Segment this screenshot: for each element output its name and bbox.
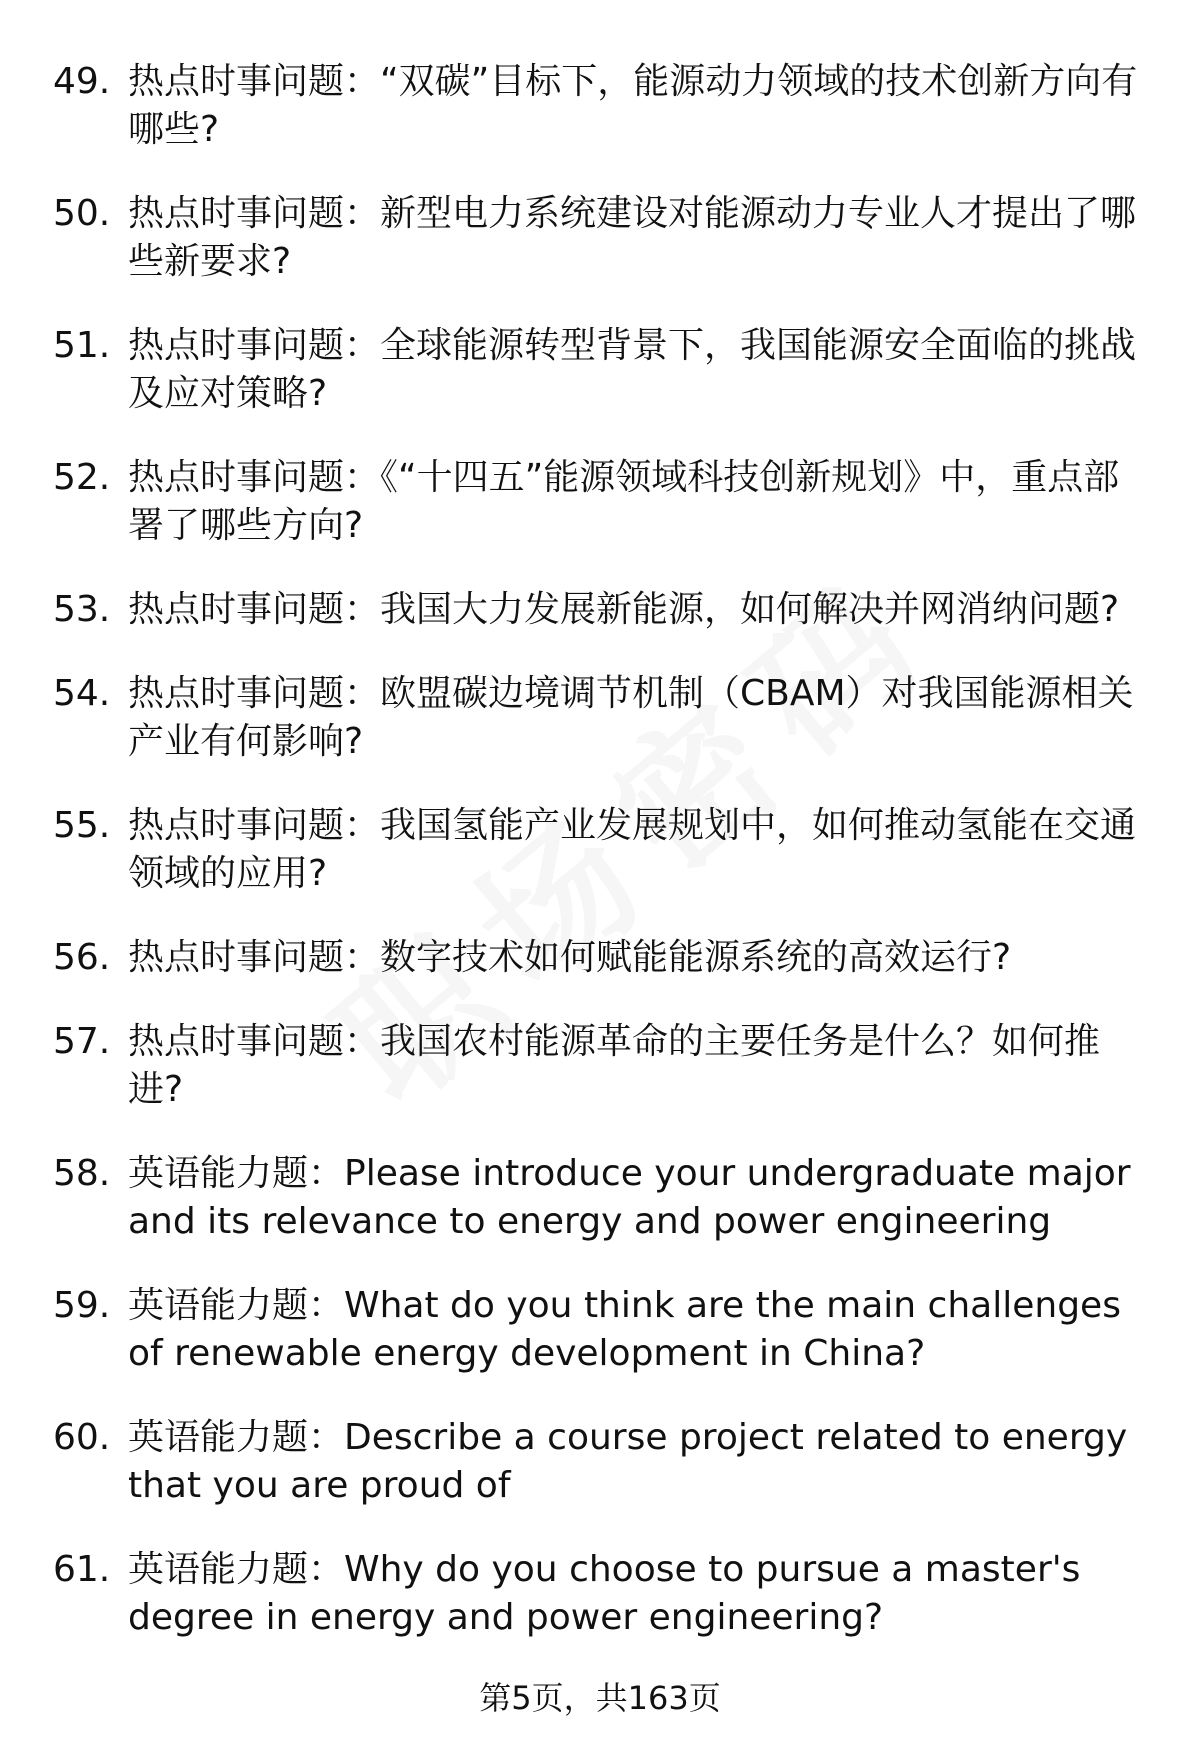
question-number: 60. [53, 1417, 111, 1458]
question-item [0, 58, 1200, 154]
question-number: 61. [53, 1549, 111, 1590]
question-item [0, 1018, 1200, 1114]
question-number: 58. [53, 1153, 111, 1194]
question-text: 英语能力题：What do you think are the main challenges of renewable energy development in China? [128, 1285, 1121, 1374]
question-number: 50. [53, 193, 111, 234]
question-text: 英语能力题：Please introduce your undergraduate major and its relevance to energy and power engineering [128, 1153, 1131, 1242]
question-text: 热点时事问题：我国大力发展新能源，如何解决并网消纳问题? [128, 589, 1120, 630]
question-number: 55. [53, 805, 111, 846]
question-item [0, 1414, 1200, 1510]
question-text: 热点时事问题：我国氢能产业发展规划中，如何推动氢能在交通领域的应用? [128, 805, 1137, 894]
question-item [0, 454, 1200, 550]
question-text: 热点时事问题：全球能源转型背景下，我国能源安全面临的挑战及应对策略? [128, 325, 1137, 414]
question-text: 英语能力题：Describe a course project related to energy that you are proud of [128, 1417, 1128, 1506]
question-list [0, 58, 1200, 1678]
question-item [0, 802, 1200, 898]
question-text: 热点时事问题：数字技术如何赋能能源系统的高效运行? [128, 937, 1012, 978]
question-item [0, 190, 1200, 286]
question-number: 51. [53, 325, 111, 366]
question-number: 52. [53, 457, 111, 498]
question-number: 49. [53, 61, 111, 102]
question-number: 59. [53, 1285, 111, 1326]
question-item [0, 586, 1200, 634]
question-item [0, 670, 1200, 766]
question-text: 热点时事问题：欧盟碳边境调节机制（CBAM）对我国能源相关产业有何影响? [128, 673, 1134, 762]
page-footer: 第5页，共163页 [479, 1679, 721, 1717]
question-number: 57. [53, 1021, 111, 1062]
question-number: 56. [53, 937, 111, 978]
question-item [0, 1282, 1200, 1378]
question-text: 热点时事问题：我国农村能源革命的主要任务是什么？如何推进? [128, 1021, 1101, 1110]
question-number: 53. [53, 589, 111, 630]
question-text: 热点时事问题：新型电力系统建设对能源动力专业人才提出了哪些新要求? [128, 193, 1137, 282]
question-text: 热点时事问题：《“十四五”能源领域科技创新规划》中，重点部署了哪些方向? [128, 457, 1120, 546]
question-text: 热点时事问题：“双碳”目标下，能源动力领域的技术创新方向有哪些? [128, 61, 1138, 150]
question-item [0, 1150, 1200, 1246]
question-text: 英语能力题：Why do you choose to pursue a master's degree in energy and power engineering? [128, 1549, 1081, 1638]
question-item [0, 934, 1200, 982]
question-item [0, 322, 1200, 418]
question-number: 54. [53, 673, 111, 714]
question-item [0, 1546, 1200, 1642]
